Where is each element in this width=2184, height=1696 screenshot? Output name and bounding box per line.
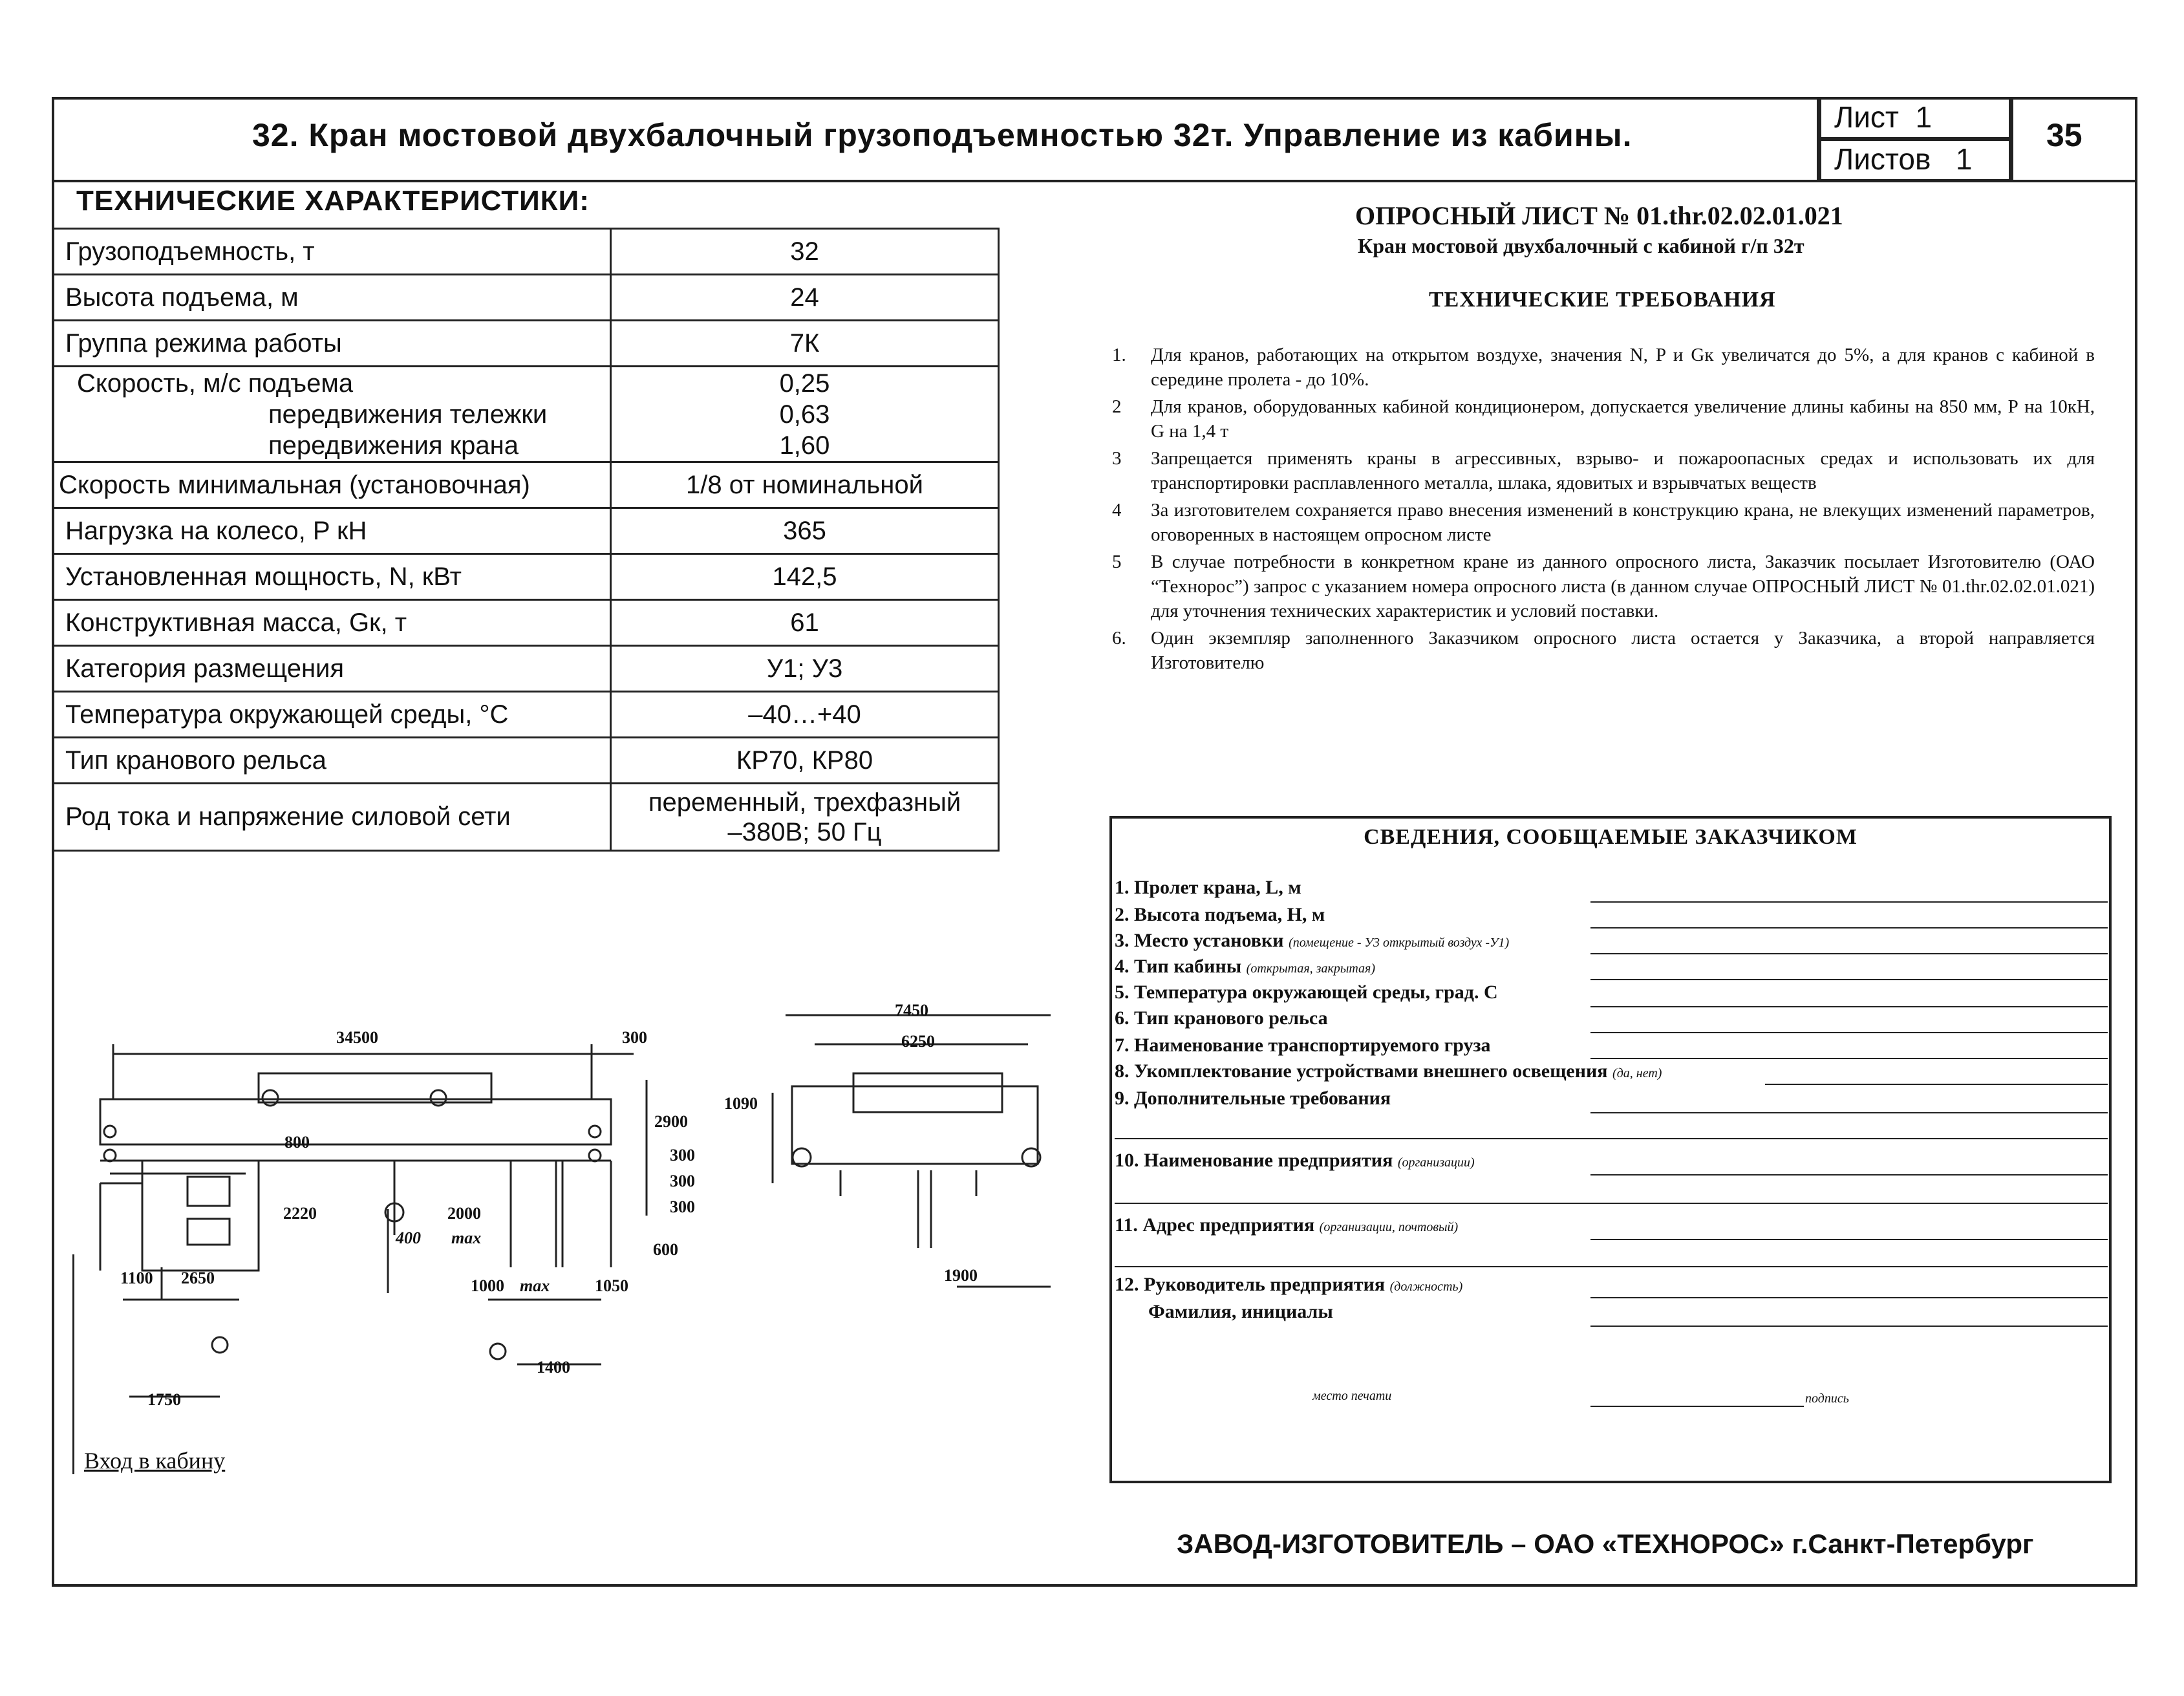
list-item xyxy=(1112,626,2095,675)
dim-label: 1900 xyxy=(944,1266,978,1285)
dim-label: 300 xyxy=(670,1146,695,1165)
requirement-text: Для кранов, работающих на открытом воздухе, значения N, P и Gк увеличатся до 5%, а для кранов с кабиной в середине пролета - до 10%. xyxy=(1151,345,2095,390)
spec-label: Скорость минимальная (установочная) xyxy=(53,462,611,508)
spec-value-speeds xyxy=(611,367,999,462)
spec-value: 24 xyxy=(611,275,999,321)
sheets-value: 1 xyxy=(1955,142,1973,176)
wheel-icon xyxy=(104,1150,116,1161)
wheel-icon xyxy=(104,1126,116,1137)
field-label: 10. Наименование предприятия xyxy=(1115,1150,1393,1171)
page-number: 35 xyxy=(2046,117,2082,153)
customer-field xyxy=(1115,904,1325,926)
dim-label: 300 xyxy=(622,1028,647,1047)
field-label: 3. Место установки xyxy=(1115,930,1284,951)
fill-line[interactable] xyxy=(1590,953,2108,954)
dim-label: 2220 xyxy=(283,1204,317,1223)
dim-label: 400 xyxy=(396,1229,421,1247)
list-item xyxy=(1112,343,2095,392)
customer-field xyxy=(1115,1060,1662,1082)
list-item xyxy=(1112,394,2095,444)
field-note: (должность) xyxy=(1389,1280,1463,1294)
sheet-value: 1 xyxy=(1915,100,1932,134)
wheel-icon xyxy=(589,1150,601,1161)
table-row xyxy=(53,462,999,508)
sheet-box xyxy=(1819,97,2011,139)
field-label: 2. Высота подъема, H, м xyxy=(1115,904,1325,925)
dim-label: 6250 xyxy=(901,1032,935,1051)
dim-label: 1750 xyxy=(147,1390,181,1409)
customer-field xyxy=(1115,956,1375,978)
fill-line[interactable] xyxy=(1115,1138,2108,1139)
customer-info-box xyxy=(1109,816,2112,1483)
cabin-window xyxy=(187,1219,230,1245)
customer-field xyxy=(1115,1088,1391,1110)
spec-label: Грузоподъемность, т xyxy=(53,229,611,275)
requirement-number: 2 xyxy=(1112,396,1122,417)
spec-value: КР70, КР80 xyxy=(611,738,999,784)
customer-field xyxy=(1115,1214,1458,1236)
manufacturer-footer: ЗАВОД-ИЗГОТОВИТЕЛЬ – ОАО «ТЕХНОРОС» г.Санкт-Петербург xyxy=(1177,1529,2034,1559)
table-row xyxy=(53,229,999,275)
spec-label: Группа режима работы xyxy=(53,321,611,367)
spec-label: Установленная мощность, N, кВт xyxy=(53,554,611,600)
field-label: 12. Руководитель предприятия xyxy=(1115,1274,1386,1295)
spec-label: Тип кранового рельса xyxy=(53,738,611,784)
customer-field xyxy=(1148,1301,1333,1323)
list-item xyxy=(1112,498,2095,547)
requirement-text: В случае потребности в конкретном кране из данного опросного листа, Заказчик посылает Изготовителю (ОАО “Технорос”) запрос с указанием номера опросного листа (в данном случае ОПРОСНЫЙ ЛИСТ № 01.thr.02.02.01.021) для уточнения технических характеристик и условий поставки. xyxy=(1151,552,2095,621)
spec-value: –40…+40 xyxy=(611,692,999,738)
spec-label-speeds xyxy=(53,367,611,462)
requirement-text: Запрещается применять краны в агрессивных, взрыво- и пожароопасных средах и использовать их для транспортировки расплавленного металла, шлака, ядовитых и взрывчатых веществ xyxy=(1151,448,2095,493)
bridge-girder xyxy=(100,1099,611,1144)
dim-label: 300 xyxy=(670,1172,695,1190)
field-label: Фамилия, инициалы xyxy=(1148,1301,1333,1322)
spec-label: передвижения тележки xyxy=(268,400,548,429)
spec-value: 365 xyxy=(611,508,999,554)
dim-label: 1000 xyxy=(471,1276,504,1295)
spec-label: Категория размещения xyxy=(53,646,611,692)
spec-label: Высота подъема, м xyxy=(53,275,611,321)
requirement-text: За изготовителем сохраняется право внесения изменений в конструкцию крана, не влекущих изменений параметров, оговоренных в настоящем опросном листе xyxy=(1151,500,2095,545)
field-label: 5. Температура окружающей среды, град. С xyxy=(1115,982,1498,1003)
field-note: (организации) xyxy=(1397,1155,1475,1170)
table-row xyxy=(53,275,999,321)
customer-field xyxy=(1115,1007,1328,1029)
spec-label: передвижения крана xyxy=(268,431,519,460)
crane-drawing xyxy=(65,989,1073,1416)
requirement-number: 3 xyxy=(1112,448,1122,469)
fill-line[interactable] xyxy=(1590,901,2108,903)
dim-label: 600 xyxy=(653,1240,678,1259)
fill-line[interactable] xyxy=(1115,1266,2108,1267)
list-item xyxy=(1112,550,2095,623)
spec-value: 0,63 xyxy=(779,400,830,429)
spec-label: Нагрузка на колесо, P кН xyxy=(53,508,611,554)
requirements-heading: ТЕХНИЧЕСКИЕ ТРЕБОВАНИЯ xyxy=(1429,288,1776,312)
header-page-divider xyxy=(2011,97,2013,181)
requirement-number: 5 xyxy=(1112,552,1122,572)
dim-label: 300 xyxy=(670,1197,695,1216)
customer-field xyxy=(1115,1150,1475,1172)
questionnaire-title: ОПРОСНЫЙ ЛИСТ № 01.thr.02.02.01.021 xyxy=(1355,201,1843,230)
spec-value: У1; У3 xyxy=(611,646,999,692)
fill-line[interactable] xyxy=(1590,1239,2108,1240)
signature-label: подпись xyxy=(1805,1391,1849,1406)
cabin-window xyxy=(187,1177,230,1206)
spec-value: переменный, трехфазный xyxy=(648,788,961,817)
table-row xyxy=(53,646,999,692)
entry-marker-icon xyxy=(490,1344,506,1359)
cabin-entry-label: Вход в кабину xyxy=(84,1448,226,1474)
spec-label: Температура окружающей среды, °С xyxy=(53,692,611,738)
fill-line[interactable] xyxy=(1590,1174,2108,1175)
dim-label: 800 xyxy=(284,1133,310,1152)
fill-line[interactable] xyxy=(1115,1203,2108,1204)
signature-line[interactable] xyxy=(1590,1406,1804,1407)
wheel-icon xyxy=(589,1126,601,1137)
entry-marker-icon xyxy=(212,1337,228,1353)
fill-line[interactable] xyxy=(1590,979,2108,980)
fill-line[interactable] xyxy=(1590,1058,2108,1059)
dim-label: max xyxy=(520,1276,550,1295)
field-label: 1. Пролет крана, L, м xyxy=(1115,877,1301,898)
dim-label: 2650 xyxy=(181,1269,215,1287)
questionnaire-subtitle: Кран мостовой двухбалочный с кабиной г/п 32т xyxy=(1358,234,1804,257)
entry-border xyxy=(72,1254,74,1474)
dim-label: 2000 xyxy=(447,1204,481,1223)
spec-value: 1,60 xyxy=(779,431,830,460)
customer-field xyxy=(1115,982,1498,1004)
requirement-number: 6. xyxy=(1112,628,1126,649)
dim-label: 7450 xyxy=(895,1001,928,1020)
table-row xyxy=(53,554,999,600)
spec-value-current xyxy=(611,784,999,851)
dim-label: 1090 xyxy=(724,1094,758,1113)
end-trolley xyxy=(853,1073,1002,1112)
field-note: (помещение - У3 открытый воздух -У1) xyxy=(1289,936,1510,950)
dim-label: 1100 xyxy=(120,1269,153,1287)
fill-line[interactable] xyxy=(1590,1326,2108,1327)
spec-label: Скорость, м/с подъема xyxy=(77,369,354,398)
requirements-list xyxy=(1112,343,2095,678)
spec-value: 1/8 от номинальной xyxy=(611,462,999,508)
field-note: (да, нет) xyxy=(1612,1066,1662,1080)
end-girder xyxy=(792,1086,1038,1164)
table-row xyxy=(53,367,999,462)
fill-line[interactable] xyxy=(1590,1006,2108,1007)
customer-info-title: СВЕДЕНИЯ, СООБЩАЕМЫЕ ЗАКАЗЧИКОМ xyxy=(1364,825,1857,849)
field-label: 11. Адрес предприятия xyxy=(1115,1214,1315,1236)
requirement-number: 1. xyxy=(1112,345,1126,365)
spec-value: 61 xyxy=(611,600,999,646)
table-row xyxy=(53,321,999,367)
spec-label: Род тока и напряжение силовой сети xyxy=(53,784,611,851)
sheets-label: Листов xyxy=(1834,142,1931,176)
field-note: (открытая, закрытая) xyxy=(1246,961,1376,976)
specs-heading: ТЕХНИЧЕСКИЕ ХАРАКТЕРИСТИКИ: xyxy=(76,185,590,217)
field-label: 8. Укомплектование устройствами внешнего освещения xyxy=(1115,1060,1608,1082)
requirement-number: 4 xyxy=(1112,500,1122,521)
spec-value: 32 xyxy=(611,229,999,275)
specs-table xyxy=(52,228,1000,852)
spec-value: 142,5 xyxy=(611,554,999,600)
dim-label: 34500 xyxy=(336,1028,378,1047)
dim-label: max xyxy=(451,1229,482,1247)
table-row xyxy=(53,738,999,784)
spec-label: Конструктивная масса, Gк, т xyxy=(53,600,611,646)
list-item xyxy=(1112,446,2095,495)
sheets-box xyxy=(1819,139,2011,181)
spec-value: 7К xyxy=(611,321,999,367)
customer-field xyxy=(1115,930,1509,952)
field-label: 9. Дополнительные требования xyxy=(1115,1088,1391,1109)
field-label: 6. Тип кранового рельса xyxy=(1115,1007,1328,1029)
requirement-text: Один экземпляр заполненного Заказчиком опросного листа остается у Заказчика, а второй направляется Изготовителю xyxy=(1151,628,2095,673)
dim-label: 2900 xyxy=(654,1112,688,1131)
table-row xyxy=(53,508,999,554)
stamp-label: место печати xyxy=(1312,1389,1392,1403)
customer-field xyxy=(1115,1035,1491,1057)
spec-value: 0,25 xyxy=(779,369,830,398)
sheet-label: Лист xyxy=(1834,100,1899,134)
table-row xyxy=(53,692,999,738)
field-label: 7. Наименование транспортируемого груза xyxy=(1115,1035,1491,1056)
trolley xyxy=(259,1073,491,1102)
fill-line[interactable] xyxy=(1590,1297,2108,1298)
dim-label: 1400 xyxy=(537,1358,570,1377)
field-note: (организации, почтовый) xyxy=(1319,1220,1459,1234)
customer-field xyxy=(1115,1274,1462,1296)
fill-line[interactable] xyxy=(1590,1032,2108,1033)
fill-line[interactable] xyxy=(1765,1084,2108,1085)
dim-label: 1050 xyxy=(595,1276,628,1295)
fill-line[interactable] xyxy=(1590,1112,2108,1113)
table-row xyxy=(53,600,999,646)
table-row xyxy=(53,784,999,851)
requirement-text: Для кранов, оборудованных кабиной кондиционером, допускается увеличение длины кабины на 850 мм, Р на 10кН, G на 1,4 т xyxy=(1151,396,2095,442)
page-title: 32. Кран мостовой двухбалочный грузоподъемностью 32т. Управление из кабины. xyxy=(252,117,1633,153)
fill-line[interactable] xyxy=(1590,927,2108,929)
customer-field xyxy=(1115,877,1301,899)
field-label: 4. Тип кабины xyxy=(1115,956,1242,977)
spec-value: –380В; 50 Гц xyxy=(727,817,882,846)
